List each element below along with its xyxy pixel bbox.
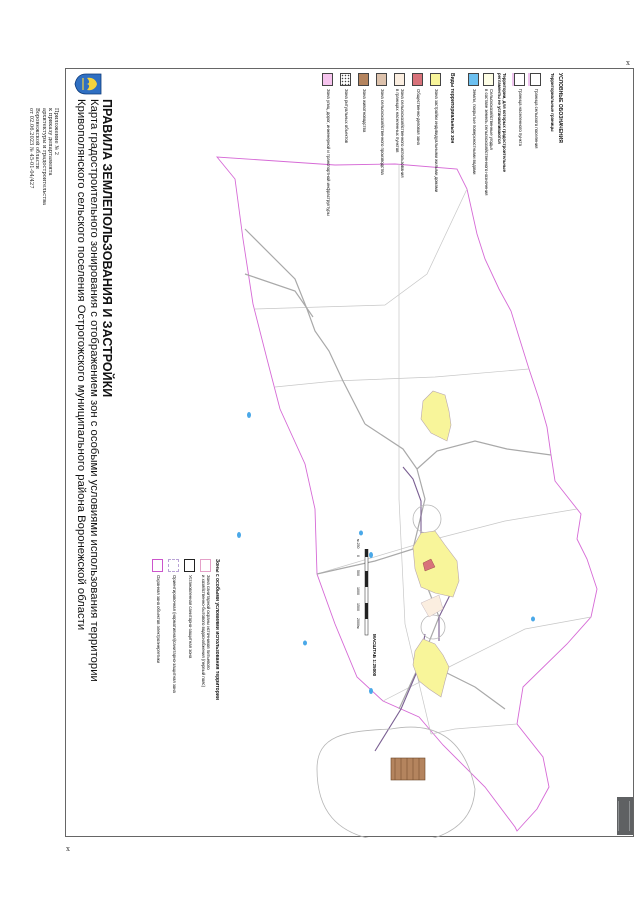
document-stamp [617, 797, 633, 835]
zouit-normative-swatch [168, 559, 179, 572]
legend-item-label: в составе земель сельскохозяйственного назначения [484, 89, 489, 196]
crop-mark: x [66, 845, 70, 853]
legend-borders-heading: Территориальные границы [550, 73, 555, 132]
farm-sanitary-zone [317, 727, 475, 838]
farmland-swatch [483, 73, 494, 86]
scale-tick: 2000м [356, 618, 360, 629]
legend-note: регламенты не устанавливаются [497, 73, 502, 144]
scale-tick: 1500 [356, 603, 360, 611]
zone-public-swatch [412, 73, 423, 86]
annotation-line: Приложение № 2 [53, 108, 59, 156]
legend-item-label: Установленная санитарно-защитная зона [188, 575, 193, 659]
legend-zouit-heading: Зоны с особыми условиями использования территории [214, 559, 220, 700]
crop-mark: x [626, 59, 630, 67]
scale-tick: м 250 [356, 539, 360, 549]
legend-item-label: Зона сельскохозяйственного производства [380, 89, 385, 175]
zouit-sanitary-swatch [184, 559, 195, 572]
legend-item-label: и хозяйственно-бытового водоснабжения (первый пояс) [201, 575, 206, 688]
legend-item-label: Зона ритуальных объектов [344, 89, 349, 144]
legend-note: Территории, для которых градостроительные [502, 73, 507, 172]
order-annotation [0, 108, 59, 248]
livestock-farm [391, 758, 425, 780]
legend-item-label: Зона застройки индивидуальными жилыми домами [434, 89, 439, 193]
legend-heading: УСЛОВНЫЕ ОБОЗНАЧЕНИЯ [557, 73, 563, 143]
water-bodies [237, 412, 535, 694]
scale-tick: 500 [356, 570, 360, 576]
zone-livestock-swatch [358, 73, 369, 86]
zouit-water-swatch [200, 559, 211, 572]
legend-item-label: Охранная зона объектов электроэнергетики [156, 575, 161, 664]
legend-zones-heading: Виды территориальных зон [449, 73, 455, 144]
scale-tick: 1000 [356, 587, 360, 595]
boundary-swatch [514, 73, 525, 86]
scale-tick: 0 [356, 555, 360, 557]
map-frame [65, 68, 634, 837]
zone-agri-production-swatch [376, 73, 387, 86]
coat-of-arms [74, 73, 102, 95]
legend-item-label: Земли, покрытые поверхностными водами [472, 89, 477, 175]
legend-item-label: Зона санитарной охраны источников питьевого [206, 575, 211, 670]
map-subtitle-municipality: Кривополянского сельского поселения Острогожского муниципального района Воронежской области [75, 99, 87, 631]
legend-item-label: в границах населенных пунктов [395, 89, 400, 153]
annotation-line: архитектуры и градостроительства [40, 108, 47, 206]
map-sheet [66, 69, 635, 838]
water-swatch [468, 73, 479, 86]
annotation-line: от 02.06.2023 № 45-01-04/427 [28, 108, 35, 189]
farmland-in-settlement [421, 595, 443, 617]
zone-ritual-swatch [340, 73, 351, 86]
zone-roads-swatch [322, 73, 333, 86]
map-title-block [74, 99, 114, 682]
legend-item-label: Сельскохозяйственные угодья [489, 89, 494, 150]
map-subtitle: Карта градостроительного зонирования с отображением зон с особыми условиями использования территории [88, 99, 100, 682]
zouit-power-swatch [152, 559, 163, 572]
legend-item-label: Зона улиц, дорог, инженерной и транспортной инфраструктуры [326, 89, 331, 216]
annotation-line: к приказу департамента [46, 108, 53, 176]
boundary-swatch [530, 73, 541, 86]
zone-residential-swatch [430, 73, 441, 86]
settlement-central [413, 531, 459, 597]
settlement-zones [413, 391, 459, 697]
legend-item-label: Граница населенного пункта [518, 89, 523, 147]
map-canvas [66, 69, 635, 838]
legend-item-label: Ориентировочная (нормативная)санитарно-защитная зона [172, 575, 177, 693]
scale-bar [361, 549, 369, 639]
settlement-south [421, 391, 451, 441]
zone-agri-use-swatch [394, 73, 405, 86]
legend-item-label: Общественно-деловая зона [416, 89, 421, 145]
legend-item-label: Граница сельского поселения [534, 89, 539, 149]
legend-item-label: Зона сельскохозяйственного использования [400, 89, 405, 178]
legend-item-label: Зона животноводства [362, 89, 367, 133]
annotation-line: Воронежской области [34, 108, 41, 169]
scale-title: МАСШТАБ 1:25000 [372, 634, 377, 677]
settlement-north [413, 639, 449, 697]
map-title: ПРАВИЛА ЗЕМЛЕПОЛЬЗОВАНИЯ И ЗАСТРОЙКИ [100, 99, 114, 398]
